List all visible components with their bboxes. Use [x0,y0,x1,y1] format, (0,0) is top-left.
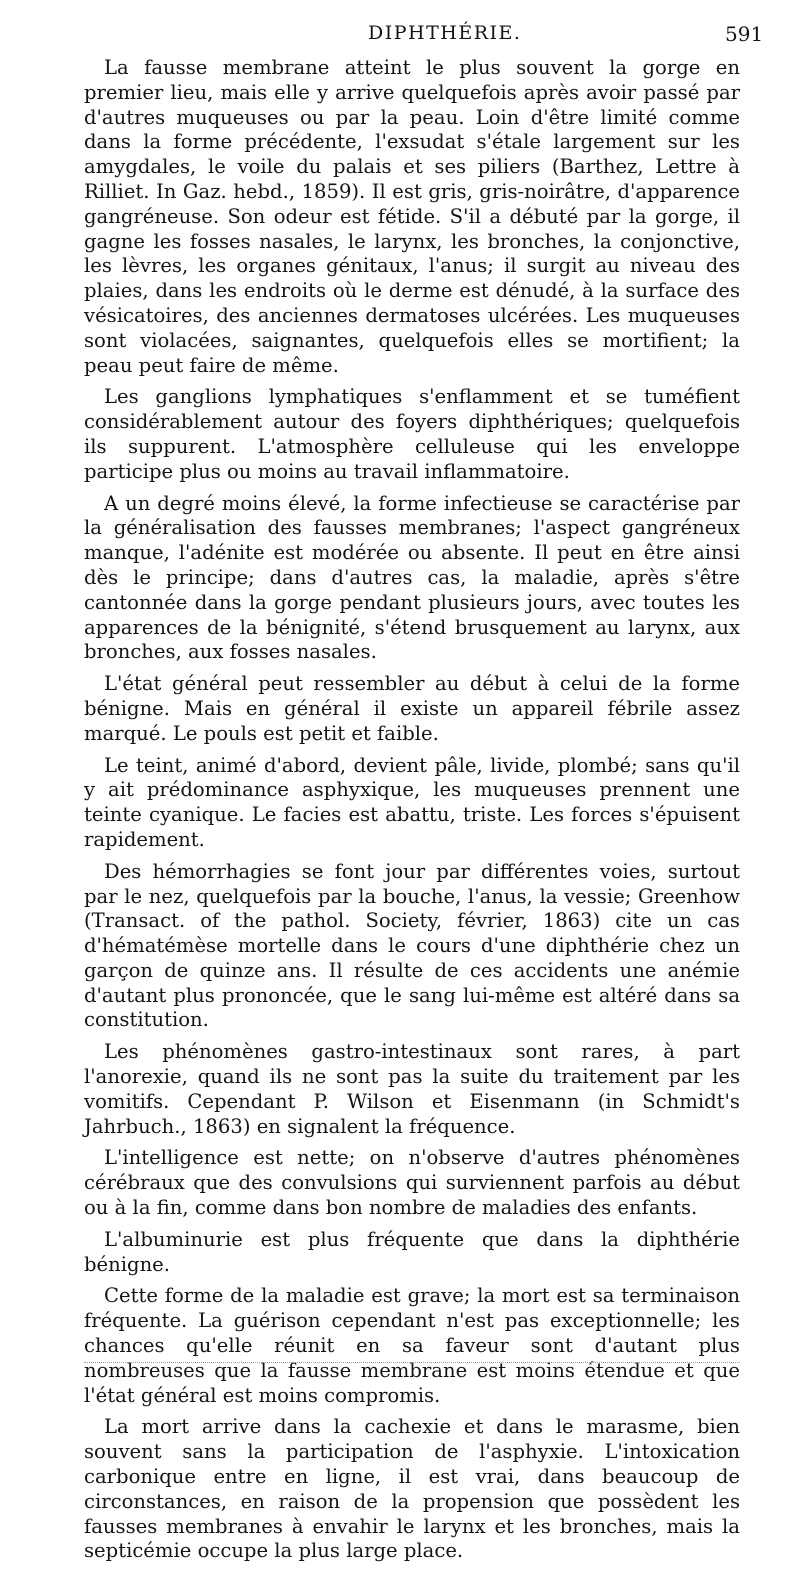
paragraph-albuminuria: L'albuminurie est plus fréquente que dans la diphthérie bénigne. [84,1227,740,1276]
paragraph-lymph-nodes: Les ganglions lymphatiques s'enflamment et se tuméfient considérablement autour des foyers diphthériques; quelquefois ils suppurent. L'atmosphère celluleuse qui les enveloppe participe plus ou moins au travail inflammatoire. [84,385,740,483]
paragraph-hemorrhages: Des hémorrhagies se font jour par différentes voies, surtout par le nez, quelquefois par la bouche, l'anus, la vessie; Greenhow (Transact. of the pathol. Society, février, 1863) cite un cas d'hématémèse mortelle dans le cours d'une diphthérie chez un garçon de quinze ans. Il résulte de ces accidents une anémie d'autant plus prononcée, que le sang lui-même est altéré dans sa constitution. [84,859,740,1032]
paragraph-general-state: L'état général peut ressembler au début à celui de la forme bénigne. Mais en général il existe un appareil fébrile assez marqué. Le pouls est petit et faible. [84,672,740,745]
running-title: DIPHTHÉRIE. [368,22,522,44]
paragraph-complexion: Le teint, animé d'abord, devient pâle, livide, plombé; sans qu'il y ait prédominance asphyxique, les muqueuses prennent une teinte cyanique. Le facies est abattu, triste. Les forces s'épuisent rapidement. [84,753,740,851]
paragraph-prognosis: Cette forme de la maladie est grave; la mort est sa terminaison fréquente. La guérison cependant n'est pas exceptionnelle; les chances qu'elle réunit en sa faveur sont d'autant plus nombreuses que la fausse membrane est moins étendue et que l'état général est moins compromis. [84,1284,740,1407]
paragraph-gastro-intestinal: Les phénomènes gastro-intestinaux sont rares, à part l'anorexie, quand ils ne sont pas la suite du traitement par les vomitifs. Cependant P. Wilson et Eisenmann (in Schmidt's Jahrbuch., 1863) en signalent la fréquence. [84,1040,740,1138]
paragraph-false-membrane: La fausse membrane atteint le plus souvent la gorge en premier lieu, mais elle y arrive quelquefois après avoir passé par d'autres muqueuses ou par la peau. Loin d'être limité comme dans la forme précédente, l'exsudat s'étale largement sur les amygdales, le voile du palais et ses piliers (Barthez, Lettre à Rilliet. In Gaz. hebd., 1859). Il est gris, gris-noirâtre, d'apparence gangréneuse. Son odeur est fétide. S'il a débuté par la gorge, il gagne les fosses nasales, le larynx, les bronches, la conjonctive, les lèvres, les organes génitaux, l'anus; il surgit au niveau des plaies, dans les endroits où le derme est dénudé, à la surface des vésicatoires, des anciennes dermatoses ulcérées. Les muqueuses sont violacées, saignantes, quelquefois elles se mortifient; la peau peut faire de même. [84,56,740,377]
bottom-rule [84,1362,740,1363]
paragraph-lesser-degree: A un degré moins élevé, la forme infectieuse se caractérise par la généralisation des fausses membranes; l'aspect gangréneux manque, l'adénite est modérée ou absente. Il peut en être ainsi dès le principe; dans d'autres cas, la maladie, après s'être cantonnée dans la gorge pendant plusieurs jours, avec toutes les apparences de la bénignité, s'étend brusquement au larynx, aux bronches, aux fosses nasales. [84,491,740,664]
page-number: 591 [725,22,764,46]
page-header [0,22,800,52]
paragraph-death: La mort arrive dans la cachexie et dans le marasme, bien souvent sans la participation de l'asphyxie. L'intoxication carbonique entre en ligne, il est vrai, dans beaucoup de circonstances, en raison de la propension que possèdent les fausses membranes à envahir le larynx et les bronches, mais la septicémie occupe la plus large place. [84,1415,740,1563]
body-text [84,56,740,1571]
paragraph-intelligence: L'intelligence est nette; on n'observe d'autres phénomènes cérébraux que des convulsions qui surviennent parfois au début ou à la fin, comme dans bon nombre de maladies des enfants. [84,1146,740,1220]
